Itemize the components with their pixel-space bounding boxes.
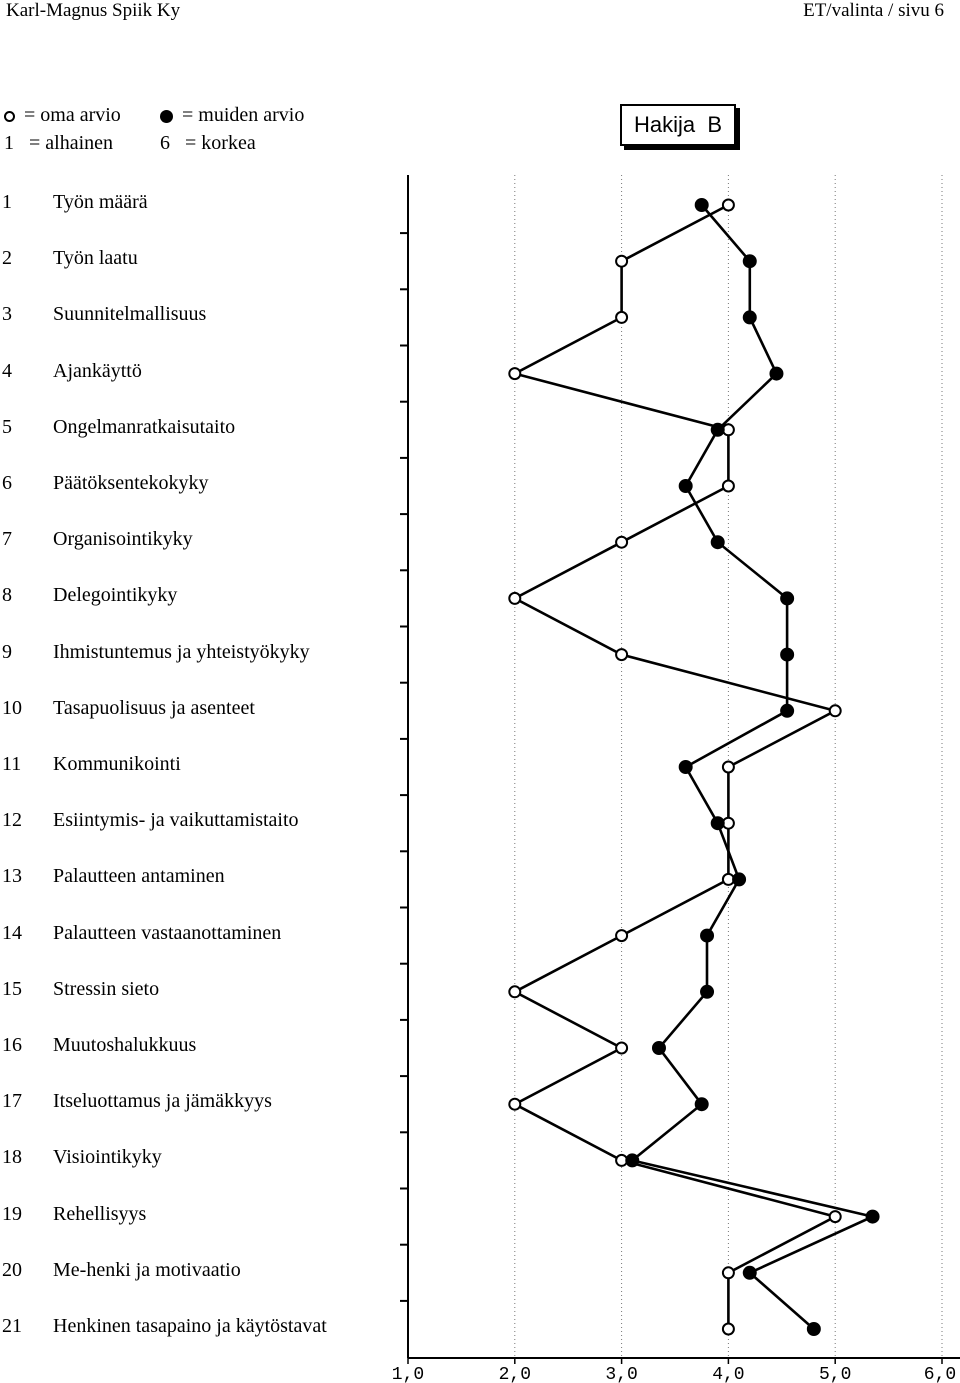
x-tick-label: 6,0 bbox=[923, 1365, 957, 1383]
x-tick-label: 2,0 bbox=[498, 1365, 532, 1383]
criterion-number: 12 bbox=[2, 809, 22, 832]
others-rating-point bbox=[711, 536, 724, 549]
own-rating-point bbox=[509, 368, 520, 379]
others-rating-point bbox=[695, 199, 708, 212]
criterion-label: Suunnitelmallisuus bbox=[53, 303, 207, 326]
criterion-number: 7 bbox=[2, 528, 12, 551]
criterion-label: Muutoshalukkuus bbox=[53, 1034, 197, 1056]
criterion-number: 18 bbox=[2, 1146, 22, 1169]
criterion-number: 9 bbox=[2, 640, 12, 663]
others-rating-point bbox=[711, 423, 724, 436]
criterion-number: 4 bbox=[2, 359, 12, 382]
others-rating-point bbox=[695, 1098, 708, 1111]
criterion-number: 19 bbox=[2, 1202, 22, 1225]
own-rating-point bbox=[723, 200, 734, 211]
criterion-label: Organisointikyky bbox=[53, 528, 193, 551]
criterion-number: 1 bbox=[2, 191, 12, 213]
criterion-number: 13 bbox=[2, 865, 22, 888]
legend-own-label: = oma arvio bbox=[24, 104, 121, 126]
criterion-label: Stressin sieto bbox=[53, 977, 160, 1000]
others-rating-point bbox=[781, 704, 794, 717]
criterion-number: 3 bbox=[2, 303, 12, 326]
legend-scale-low-num: 1 bbox=[4, 132, 14, 154]
others-rating-point bbox=[770, 367, 783, 380]
others-rating-point bbox=[743, 311, 756, 324]
others-rating-point bbox=[733, 873, 746, 886]
criterion-label: Henkinen tasapaino ja käytöstavat bbox=[53, 1315, 327, 1337]
legend-others-label: = muiden arvio bbox=[182, 104, 305, 126]
criterion-number: 20 bbox=[2, 1258, 22, 1281]
others-rating-point bbox=[711, 817, 724, 830]
x-tick-label: 1,0 bbox=[391, 1365, 425, 1383]
x-tick-label: 5,0 bbox=[818, 1365, 852, 1383]
criterion-label: Ongelmanratkaisutaito bbox=[53, 415, 236, 438]
own-rating-point bbox=[616, 649, 627, 660]
criterion-label: Itseluottamus ja jämäkkyys bbox=[53, 1090, 272, 1113]
others-rating-point bbox=[743, 1266, 756, 1279]
criterion-number: 8 bbox=[2, 584, 12, 607]
criterion-label: Delegointikyky bbox=[53, 584, 178, 607]
criterion-number: 14 bbox=[2, 921, 22, 944]
criterion-label: Palautteen vastaanottaminen bbox=[53, 921, 282, 944]
own-rating-point bbox=[723, 762, 734, 773]
own-rating-point bbox=[723, 481, 734, 492]
others-rating-point bbox=[781, 648, 794, 661]
criterion-number: 16 bbox=[2, 1034, 22, 1056]
criterion-number: 2 bbox=[2, 247, 12, 270]
criterion-label: Tasapuolisuus ja asenteet bbox=[53, 696, 255, 719]
own-rating-point bbox=[616, 1043, 627, 1054]
others-rating-point bbox=[807, 1323, 820, 1336]
others-rating-point bbox=[743, 255, 756, 268]
criterion-number: 6 bbox=[2, 472, 12, 494]
criterion-label: Kommunikointi bbox=[53, 753, 181, 775]
own-rating-point bbox=[509, 986, 520, 997]
own-rating-point bbox=[509, 1099, 520, 1110]
others-rating-point bbox=[679, 761, 692, 774]
legend-scale-low-label: = alhainen bbox=[29, 132, 114, 154]
criterion-label: Me-henki ja motivaatio bbox=[53, 1258, 241, 1281]
own-rating-point bbox=[723, 1267, 734, 1278]
own-rating-point bbox=[830, 705, 841, 716]
header-author: Karl-Magnus Spiik Ky bbox=[6, 0, 181, 21]
others-rating-point bbox=[701, 929, 714, 942]
criterion-number: 11 bbox=[2, 753, 22, 775]
criterion-number: 17 bbox=[2, 1090, 22, 1113]
x-tick-label: 4,0 bbox=[712, 1365, 745, 1383]
own-rating-point bbox=[509, 593, 520, 604]
others-rating-point bbox=[781, 592, 794, 605]
own-rating-point bbox=[616, 312, 627, 323]
others-rating-point bbox=[701, 985, 714, 998]
legend-scale-high-num: 6 bbox=[160, 132, 170, 154]
criterion-label: Päätöksentekokyky bbox=[53, 472, 209, 494]
criterion-label: Esiintymis- ja vaikuttamistaito bbox=[53, 809, 299, 832]
own-rating-point bbox=[723, 1324, 734, 1335]
own-rating-point bbox=[616, 930, 627, 941]
candidate-badge-text: Hakija B bbox=[633, 112, 723, 137]
others-rating-point bbox=[626, 1154, 639, 1167]
others-rating-line bbox=[632, 205, 872, 1329]
criterion-label: Rehellisyys bbox=[53, 1202, 147, 1225]
own-rating-point bbox=[616, 537, 627, 548]
criterion-label: Työn laatu bbox=[53, 247, 138, 270]
criterion-number: 10 bbox=[2, 696, 22, 719]
legend-scale-high-label: = korkea bbox=[185, 132, 256, 154]
own-rating-point bbox=[616, 256, 627, 267]
criterion-label: Visiointikyky bbox=[53, 1146, 162, 1169]
header-page-ref: ET/valinta / sivu 6 bbox=[803, 0, 944, 21]
own-rating-point bbox=[830, 1211, 841, 1222]
criterion-number: 5 bbox=[2, 415, 12, 438]
others-rating-point bbox=[679, 480, 692, 493]
x-tick-label: 3,0 bbox=[605, 1365, 638, 1383]
criterion-label: Työn määrä bbox=[53, 191, 148, 213]
criterion-number: 15 bbox=[2, 977, 22, 1000]
criterion-label: Ajankäyttö bbox=[53, 359, 142, 382]
criterion-label: Palautteen antaminen bbox=[53, 865, 225, 888]
criterion-number: 21 bbox=[2, 1315, 22, 1337]
others-rating-point bbox=[652, 1042, 665, 1055]
criterion-label: Ihmistuntemus ja yhteistyökyky bbox=[53, 640, 310, 663]
others-rating-point bbox=[866, 1210, 879, 1223]
own-rating-line bbox=[515, 205, 835, 1329]
